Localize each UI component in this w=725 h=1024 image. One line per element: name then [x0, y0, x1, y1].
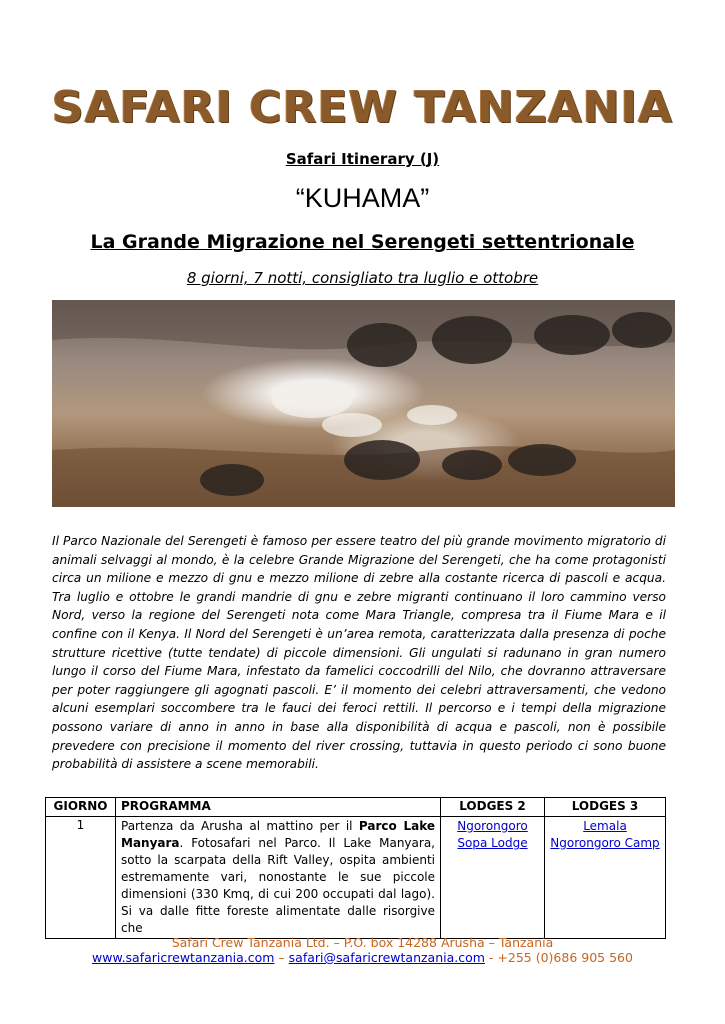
col-header-day: GIORNO	[46, 798, 116, 817]
website-link[interactable]: www.safaricrewtanzania.com	[92, 950, 275, 965]
footer-separator: –	[274, 950, 289, 965]
company-logo: SAFARI CREW TANZANIA	[51, 82, 674, 133]
duration-note: 8 giorni, 7 notti, consigliato tra luglio e ottobre	[186, 269, 539, 287]
lodge-3-cell	[545, 817, 666, 939]
lodge-3-link-line1[interactable]: Lemala	[583, 819, 627, 833]
footer-phone: - +255 (0)686 905 560	[484, 950, 633, 965]
table-header-row	[46, 798, 666, 817]
lodge-2-link-line2[interactable]: Sopa Lodge	[457, 836, 528, 850]
page-subtitle: La Grande Migrazione nel Serengeti settentrionale	[90, 231, 635, 253]
col-header-program: PROGRAMMA	[116, 798, 441, 817]
program-highlight: Parco Lake Manyara	[121, 819, 435, 850]
program-text-start: Partenza da Arusha al mattino per il	[121, 819, 359, 833]
footer-contacts	[0, 950, 725, 965]
lodge-2-cell	[441, 817, 545, 939]
lodge-3-link-line2[interactable]: Ngorongoro Camp	[550, 836, 660, 850]
wildebeest-river-crossing-photo	[52, 300, 675, 507]
photo-illustration	[52, 300, 675, 507]
table-row	[46, 817, 666, 939]
itinerary-label: Safari Itinerary (J)	[285, 150, 440, 168]
footer-company: Safari Crew Tanzania Ltd. – P.O. box 14288 Arusha – Tanzania	[171, 935, 554, 950]
lodge-2-link-line1[interactable]: Ngorongoro	[457, 819, 528, 833]
col-header-lodges-3: LODGES 3	[545, 798, 666, 817]
intro-paragraph: Il Parco Nazionale del Serengeti è famoso per essere teatro del più grande movimento migratorio di animali selvaggi al mondo, è la celebre Grande Migrazione del Serengeti, che ha come protagonisti circa un milione e mezzo di gnu e mezzo milione di zebre alla costante ricerca di pascoli e acqua. Tra luglio e ottobre le grandi mandrie di gnu e zebre migranti continuano il loro cammino verso Nord, verso la regione del Serengeti nota come Mara Triangle, compresa tra il Fiume Mara e il confine con il Kenya. Il Nord del Serengeti è un’area remota, caratterizzata dalla presenza di poche strutture ricettive (tutte tendate) di piccole dimensioni. Gli ungulati si radunano in gran numero lungo il corso del Fiume Mara, infestato da famelici coccodrilli del Nilo, che dovranno attraversare per poter raggiungere gli agognati pascoli. E’ il momento dei celebri attraversamenti, che vedono alcuni esemplari soccombere tra le fauci dei feroci rettili. Il percorso e i tempi della migrazione possono variare di anno in anno in base alla disponibilità di acqua e pascoli, non è possibile prevedere con precisione il momento del river crossing, tuttavia in questo periodo ci sono buone probabilità di assistere a scene memorabili.	[52, 534, 666, 772]
day-number: 1	[46, 817, 116, 939]
col-header-lodges-2: LODGES 2	[441, 798, 545, 817]
day-program	[116, 817, 441, 939]
program-text-rest: . Fotosafari nel Parco. Il Lake Manyara, sotto la scarpata della Rift Valley, ospita ambienti estremamente vari, nonostante le sue piccole dimensioni (330 Kmq, di cui 200 occupati dal lago). Si va dalle fitte foreste alimentate dalle risorgive che	[121, 836, 435, 935]
itinerary-table	[45, 797, 666, 939]
page-title: “KUHAMA”	[295, 183, 430, 213]
email-link[interactable]: safari@safaricrewtanzania.com	[288, 950, 485, 965]
